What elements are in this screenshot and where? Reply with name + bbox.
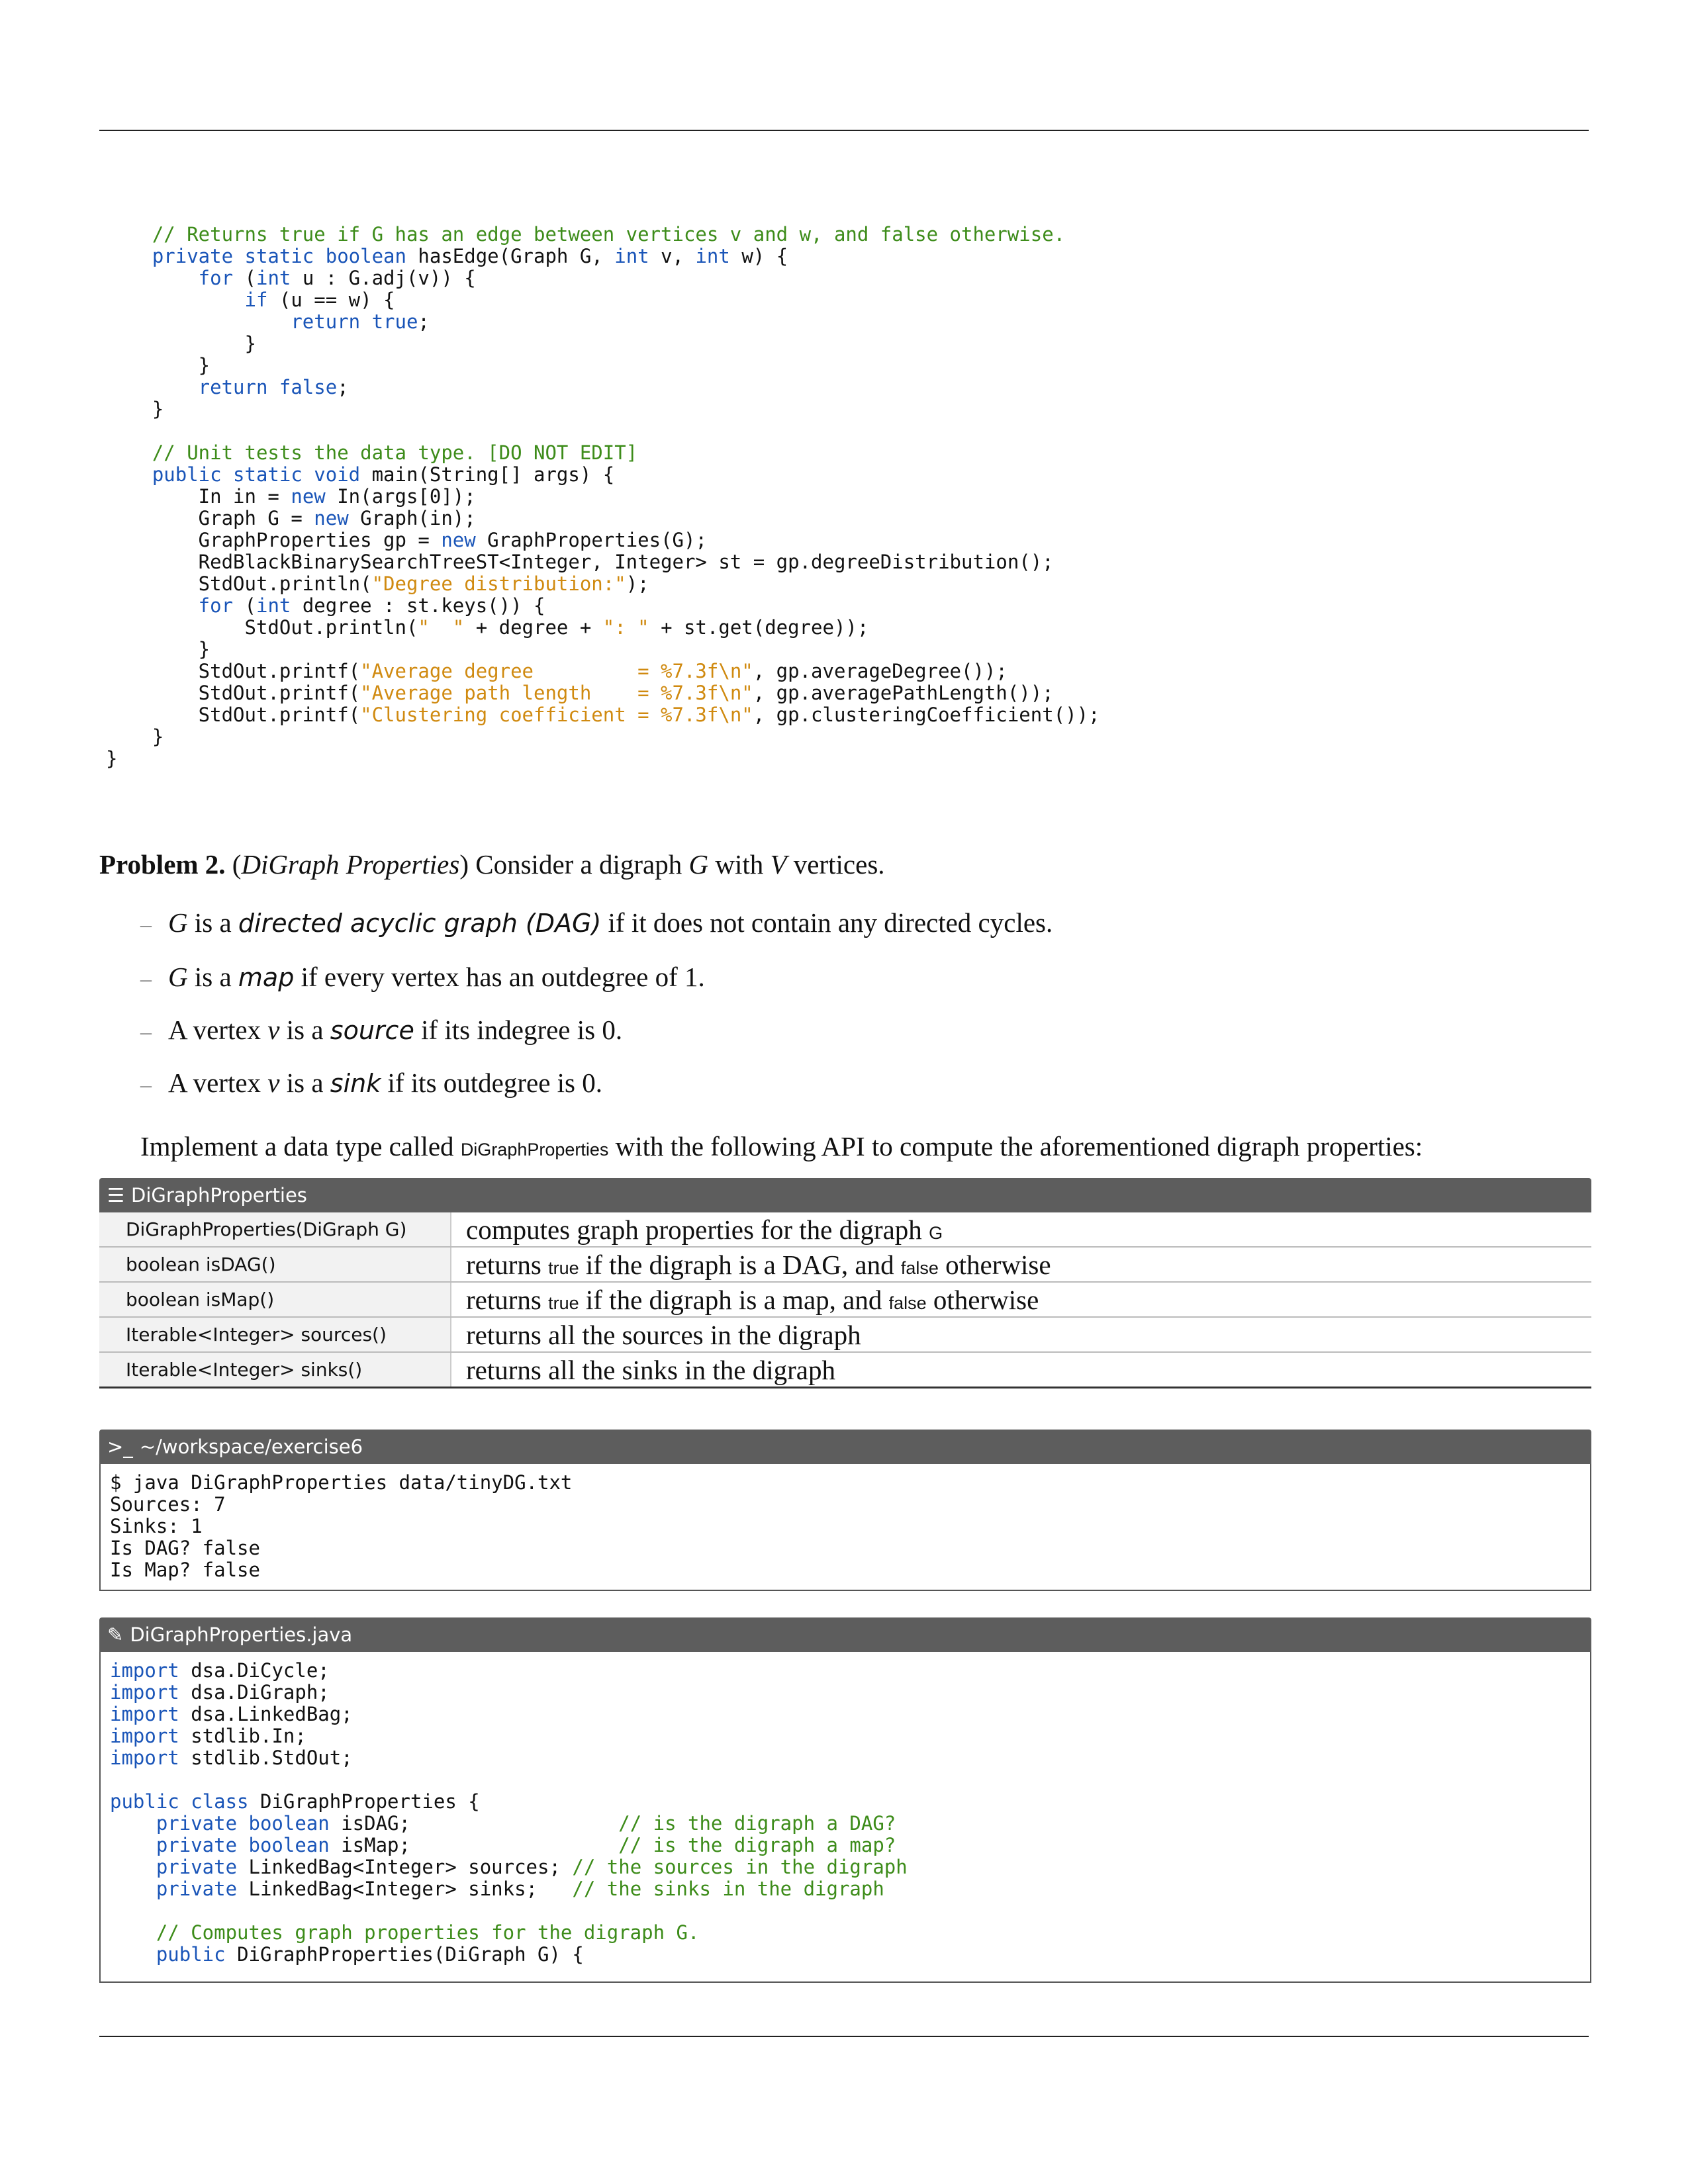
edit-icon: ✎ [107,1623,124,1646]
code-line: } [106,398,164,420]
terminal-line: Is Map? false [110,1559,260,1581]
api-intro: Implement a data type called DiGraphProperties with the following API to compute the aforementioned digraph properties: [140,1131,1423,1161]
code-line: return true; [106,310,430,333]
problem-var-g: G [688,849,709,880]
code-line: StdOut.println("Degree distribution:"); [106,572,649,595]
api-description: returns true if the digraph is a map, and false otherwise [451,1282,1591,1317]
api-signature: boolean isMap() [99,1282,451,1317]
api-row [99,1352,1591,1388]
code-line: if (u == w) { [106,289,395,311]
terminal-line: $ java DiGraphProperties data/tinyDG.txt [110,1471,573,1494]
code-line: return false; [106,376,349,398]
code-line: import dsa.LinkedBag; [110,1703,353,1725]
bottom-rule [99,2036,1589,2037]
code-line: private LinkedBag<Integer> sinks; // the sinks in the digraph [110,1878,884,1900]
code-line: // Unit tests the data type. [DO NOT EDIT] [106,441,638,464]
source-file-title: DiGraphProperties.java [130,1623,353,1646]
definition-map: – G is a map if every vertex has an outdegree of 1. [140,962,705,992]
inline-class-name: DiGraphProperties [460,1140,609,1160]
api-description: computes graph properties for the digraph G [451,1212,1591,1247]
code-line: // Returns true if G has an edge between vertices v and w, and false otherwise. [106,223,1066,246]
problem-topic: DiGraph Properties [241,849,460,880]
api-title: DiGraphProperties [131,1184,307,1206]
code-line: private boolean isDAG; // is the digraph a DAG? [110,1812,896,1835]
api-signature: Iterable<Integer> sinks() [99,1352,451,1388]
code-line: for (int u : G.adj(v)) { [106,267,476,289]
code-line: public static void main(String[] args) { [106,463,615,486]
api-row [99,1212,1591,1247]
terminal-output [99,1464,1591,1591]
code-line: GraphProperties gp = new GraphProperties(G); [106,529,707,551]
code-line: public class DiGraphProperties { [110,1790,480,1813]
code-line: private LinkedBag<Integer> sources; // the sources in the digraph [110,1856,908,1878]
code-line: import stdlib.StdOut; [110,1747,353,1769]
code-line: In in = new In(args[0]); [106,485,476,508]
api-signature: boolean isDAG() [99,1247,451,1282]
source-code [110,1660,908,1966]
code-line: StdOut.println(" " + degree + ": " + st.get(degree)); [106,616,869,639]
code-line: private boolean isMap; // is the digraph a map? [110,1834,896,1856]
code-line: } [106,747,118,770]
top-code-block [106,224,1100,770]
problem-label: Problem 2. [99,849,226,880]
problem-with: with [708,849,771,880]
code-line: } [106,354,211,377]
api-description: returns all the sources in the digraph [451,1317,1591,1352]
terminal-lines [110,1472,572,1581]
code-line: for (int degree : st.keys()) { [106,594,545,617]
code-line: import dsa.DiGraph; [110,1681,330,1704]
api-description: returns all the sinks in the digraph [451,1352,1591,1388]
top-rule [99,130,1589,131]
code-line: private static boolean hasEdge(Graph G, int v, int w) { [106,245,788,267]
list-icon: ☰ [107,1184,124,1206]
api-description: returns true if the digraph is a DAG, and false otherwise [451,1247,1591,1282]
api-signature: Iterable<Integer> sources() [99,1317,451,1352]
problem-var-v: V [770,849,787,880]
api-row [99,1282,1591,1317]
code-line: StdOut.printf("Clustering coefficient = %7.3f\n", gp.clusteringCoefficient()); [106,704,1100,726]
definition-dag: – G is a directed acyclic graph (DAG) if it does not contain any directed cycles. [140,907,1053,938]
terminal-line: Is DAG? false [110,1537,260,1559]
source-file-body [99,1652,1591,1983]
code-line: // Computes graph properties for the digraph G. [110,1921,700,1944]
source-file-header [99,1617,1591,1652]
terminal-header [99,1430,1591,1464]
code-line: StdOut.printf("Average degree = %7.3f\n", gp.averageDegree()); [106,660,1008,682]
problem-lead: Consider a digraph [469,849,689,880]
code-line: Graph G = new Graph(in); [106,507,476,529]
problem-heading [99,848,1589,880]
api-row [99,1317,1591,1352]
terminal-icon: >_ [107,1435,133,1458]
problem-paren-open: ( [232,849,242,880]
definition-source: – A vertex v is a source if its indegree is 0. [140,1015,623,1045]
api-signature: DiGraphProperties(DiGraph G) [99,1212,451,1247]
code-line: import stdlib.In; [110,1725,306,1747]
code-line: public DiGraphProperties(DiGraph G) { [110,1943,584,1966]
code-line: import dsa.DiCycle; [110,1659,330,1682]
code-line: } [106,725,164,748]
terminal-line: Sinks: 1 [110,1515,203,1537]
api-row [99,1247,1591,1282]
terminal-title: ~/workspace/exercise6 [139,1435,363,1458]
problem-tail: vertices. [786,849,885,880]
api-header [99,1178,1591,1212]
terminal-line: Sources: 7 [110,1493,226,1516]
code-line: StdOut.printf("Average path length = %7.3f\n", gp.averagePathLength()); [106,682,1054,704]
definition-sink: – A vertex v is a sink if its outdegree is 0. [140,1068,603,1098]
code-line: } [106,332,256,355]
api-table [99,1212,1591,1388]
code-line: RedBlackBinarySearchTreeST<Integer, Integer> st = gp.degreeDistribution(); [106,551,1054,573]
code-line: } [106,638,211,660]
problem-paren-close: ) [459,849,469,880]
